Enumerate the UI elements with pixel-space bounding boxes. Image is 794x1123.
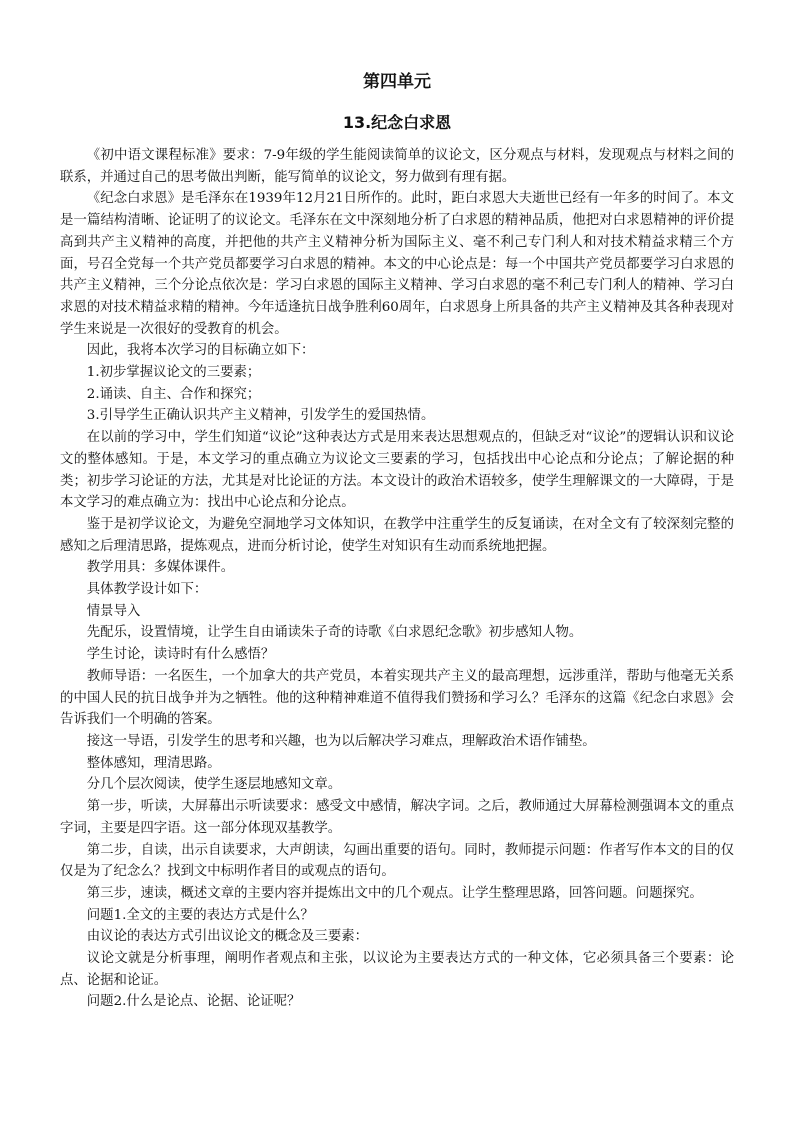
unit-title: 第四单元 [363,72,431,92]
paragraph-reading-levels: 分几个层次阅读，使学生逐层地感知文章。 [86,777,342,793]
paragraph-goal-1: 1.初步掌握议论文的三要素； [86,365,261,381]
paragraph-music-recitation: 先配乐，设置情境，让学生自由诵读朱子奇的诗歌《白求恩纪念歌》初步感知人物。 [86,625,583,641]
paragraph-question-1: 问题1.全文的主要的表达方式是什么？ [86,907,314,923]
paragraph-step-1: 第一步，听读，大屏幕出示听读要求：感受文中感情，解决字词。之后，教师通过大屏幕检测强调本文的重点字词，主要是四字语。这一部分体现双基教学。 [60,799,734,836]
lesson-title: 13.纪念白求恩 [342,113,452,132]
paragraph-design-intro: 具体教学设计如下： [86,582,208,598]
paragraph-step-2: 第二步，自读，出示自读要求，大声朗读，勾画出重要的语句。同时，教师提示问题：作者写作本文的目的仅仅是为了纪念么？找到文中标明作者目的或观点的语句。 [60,842,734,880]
paragraph-goal-2: 2.诵读、自主、合作和探究； [86,386,261,402]
paragraph-student-discussion: 学生讨论，读诗时有什么感悟？ [86,647,275,663]
paragraph-teaching-tools: 教学用具：多媒体课件。 [86,560,235,576]
paragraph-curriculum-standard: 《初中语文课程标准》要求：7-9年级的学生能阅读简单的议论文，区分观点与材料，发现观点与材料之间的联系，并通过自己的思考做出判断，能写简单的议论文，努力做到有理有据。 [60,148,734,185]
paragraph-overall-perception: 整体感知，理清思路。 [86,755,221,771]
paragraph-key-points: 在以前的学习中，学生们知道“议论”这种表达方式是用来表达思想观点的，但缺乏对“议论”的逻辑认识和议论文的整体感知。于是，本文学习的重点确立为议论文三要素的学习，包括找出中心论点和分论点；了解论据的种类；初步学习论证的方法，尤其是对比论证的方法。本文设计的政治术语较多，使学生理解课文的一大障碍，于是本文学习的难点确立为：找出中心论点和分论点。 [60,430,734,511]
paragraph-follow-up: 接这一导语，引发学生的思考和兴趣，也为以后解决学习难点，理解政治术语作铺垫。 [86,733,596,749]
paragraph-teacher-introduction: 教师导语：一名医生，一个加拿大的共产党员，本着实现共产主义的最高理想，远涉重洋，帮助与他毫无关系的中国人民的抗日战争并为之牺牲。他的这种精神难道不值得我们赞扬和学习么？毛泽东的这篇《纪念白求恩》会告诉我们一个明确的答案。 [60,668,734,728]
paragraph-text-introduction: 《纪念白求恩》是毛泽东在1939年12月21日所作的。此时，距白求恩大夫逝世已经有一年多的时间了。本文是一篇结构清晰、论证明了的议论文。毛泽东在文中深刻地分析了白求恩的精神品质，他把对白求恩精神的评价提高到共产主义精神的高度，并把他的共产主义精神分析为国际主义、毫不利己专门利人和对技术精益求精三个方面，号召全党每一个共产党员都要学习白求恩的精神。本文的中心论点是：每一个中国共产党员都要学习白求恩的共产主义精神，三个分论点依次是：学习白求恩的国际主义精神、学习白求恩的毫不利己专门利人的精神、学习白求恩的对技术精益求精的精神。今年适逢抗日战争胜利60周年，白求恩身上所具备的共产主义精神及其各种表现对学生来说是一次很好的受教育的机会。 [60,191,734,337]
paragraph-teaching-approach: 鉴于是初学议论文，为避免空洞地学习文体知识，在教学中注重学生的反复诵读，在对全文有了较深刻完整的感知之后理清思路，提炼观点，进而分析讨论，使学生对知识有生动而系统地把握。 [60,516,734,554]
paragraph-step-3: 第三步，速读，概述文章的主要内容并提炼出文中的几个观点。让学生整理思路，回答问题。问题探究。 [86,885,703,901]
paragraph-argumentative-definition: 议论文就是分析事理，阐明作者观点和主张，以议论为主要表达方式的一种文体，它必须具备三个要素：论点、论据和论证。 [60,951,734,988]
paragraph-three-elements-intro: 由议论的表达方式引出议论文的概念及三要素： [86,929,368,945]
paragraph-question-2: 问题2.什么是论点、论据、论证呢？ [86,994,301,1010]
paragraph-scene-intro-heading: 情景导入 [86,603,141,619]
document-body [60,145,734,1013]
paragraph-goal-3: 3.引导学生正确认识共产主义精神，引发学生的爱国热情。 [86,408,435,424]
paragraph-goals-intro: 因此，我将本次学习的目标确立如下： [86,343,315,359]
